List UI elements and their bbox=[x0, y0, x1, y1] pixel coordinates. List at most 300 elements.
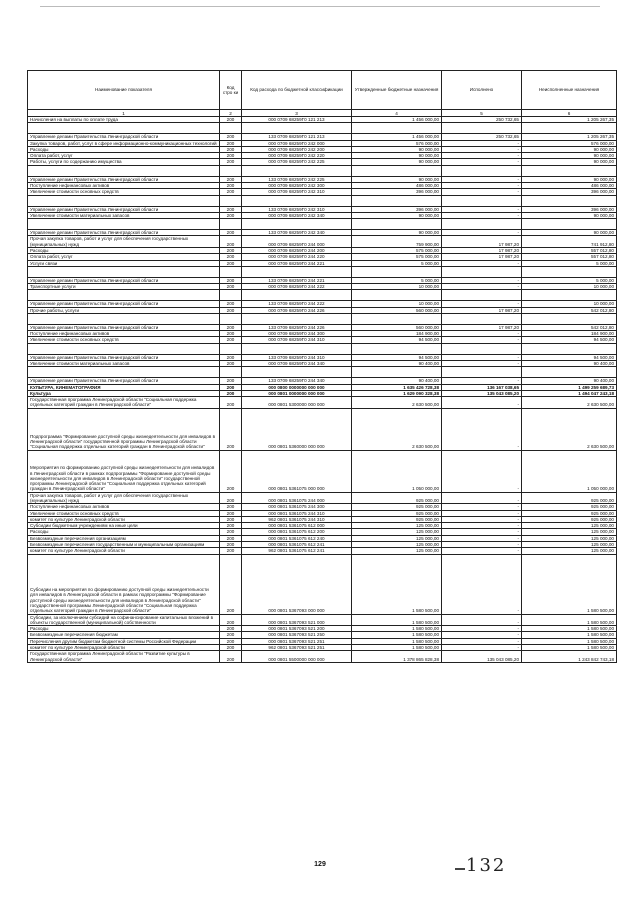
column-number: 1 bbox=[28, 110, 220, 117]
cell-budget-code: 000 0801 5300000 000 000 bbox=[242, 397, 352, 409]
cell-name: Безвозмездные перечисления организациям bbox=[28, 535, 220, 541]
cell-executed: - bbox=[442, 301, 522, 307]
cell-line-code: 200 bbox=[220, 651, 242, 663]
cell-executed: 17 987,20 bbox=[442, 324, 522, 330]
cell-line-code: 200 bbox=[220, 254, 242, 260]
header-name: Наименование показателя bbox=[28, 71, 220, 110]
cell-name: Прочие работы, услуги bbox=[28, 307, 220, 313]
table-row bbox=[28, 397, 617, 409]
table-header bbox=[28, 71, 617, 110]
cell-line-code: 200 bbox=[220, 301, 242, 307]
empty-cell bbox=[442, 165, 522, 176]
cell-unexecuted: 925 000,00 bbox=[522, 492, 617, 504]
cell-unexecuted: 5 000,00 bbox=[522, 277, 617, 283]
cell-unexecuted: 925 000,00 bbox=[522, 510, 617, 516]
table-spacer-row bbox=[28, 219, 617, 230]
empty-cell bbox=[28, 343, 220, 354]
cell-approved: 1 580 500,00 bbox=[352, 626, 442, 632]
cell-line-code: 200 bbox=[220, 516, 242, 522]
table-row bbox=[28, 651, 617, 663]
cell-line-code: 200 bbox=[220, 337, 242, 343]
empty-cell bbox=[352, 367, 442, 378]
cell-executed: - bbox=[442, 535, 522, 541]
table-body bbox=[28, 117, 617, 663]
cell-approved: 1 456 000,00 bbox=[352, 134, 442, 140]
empty-cell bbox=[352, 313, 442, 324]
cell-budget-code: 000 0709 68259Г0 244 000 bbox=[242, 236, 352, 248]
cell-budget-code: 000 0801 5367093 000 000 bbox=[242, 554, 352, 614]
cell-name: Управление делами Правительства Ленинградской области bbox=[28, 230, 220, 236]
cell-executed: - bbox=[442, 206, 522, 212]
empty-cell bbox=[442, 219, 522, 230]
cell-approved: 90 000,00 bbox=[352, 230, 442, 236]
cell-executed: - bbox=[442, 140, 522, 146]
table-row bbox=[28, 236, 617, 248]
scan-top-edge bbox=[40, 6, 600, 7]
cell-line-code: 200 bbox=[220, 247, 242, 253]
column-number: 5 bbox=[442, 110, 522, 117]
cell-name: КУЛЬТУРА, КИНЕМАТОГРАФИЯ bbox=[28, 384, 220, 390]
cell-line-code: 200 bbox=[220, 529, 242, 535]
cell-budget-code: 000 0801 5367093 521 000 bbox=[242, 614, 352, 626]
header-approved: Утвержденные бюджетные назначения bbox=[352, 71, 442, 110]
cell-unexecuted: 557 012,80 bbox=[522, 247, 617, 253]
cell-line-code: 200 bbox=[220, 159, 242, 165]
cell-approved: 90 000,00 bbox=[352, 153, 442, 159]
cell-line-code: 200 bbox=[220, 450, 242, 492]
cell-approved: 90 400,00 bbox=[352, 378, 442, 384]
cell-name: Транспортные услуги bbox=[28, 284, 220, 290]
cell-unexecuted: 1 580 500,00 bbox=[522, 614, 617, 626]
cell-name: комитет по культуре Ленинградской области bbox=[28, 516, 220, 522]
cell-executed: 136 167 038,65 bbox=[442, 384, 522, 390]
cell-approved: 125 000,00 bbox=[352, 535, 442, 541]
column-numbers bbox=[28, 110, 617, 117]
cell-approved: 184 900,00 bbox=[352, 331, 442, 337]
empty-cell bbox=[522, 290, 617, 301]
table-spacer-row bbox=[28, 367, 617, 378]
cell-unexecuted: 90 000,00 bbox=[522, 230, 617, 236]
cell-name: Подпрограмма "Формирование доступной среды жизнедеятельности для инвалидов в Ленинградской области" государственной программы Ленинградской области "Социальная поддержка отдельных категорий граждан в Ленинградской области" bbox=[28, 408, 220, 450]
empty-cell bbox=[352, 165, 442, 176]
cell-line-code: 200 bbox=[220, 284, 242, 290]
empty-cell bbox=[352, 266, 442, 277]
cell-line-code: 200 bbox=[220, 260, 242, 266]
empty-cell bbox=[522, 195, 617, 206]
cell-unexecuted: 90 000,00 bbox=[522, 146, 617, 152]
cell-name: Оплата работ, услуг bbox=[28, 153, 220, 159]
cell-name: Увеличение стоимости основных средств bbox=[28, 510, 220, 516]
cell-budget-code: 000 0801 5361075 244 310 bbox=[242, 510, 352, 516]
cell-unexecuted: 557 012,80 bbox=[522, 254, 617, 260]
cell-unexecuted: 2 630 500,00 bbox=[522, 408, 617, 450]
cell-line-code: 200 bbox=[220, 277, 242, 283]
cell-budget-code: 000 0709 68259Г0 242 225 bbox=[242, 159, 352, 165]
cell-line-code: 200 bbox=[220, 390, 242, 396]
cell-line-code: 200 bbox=[220, 523, 242, 529]
cell-executed: - bbox=[442, 159, 522, 165]
cell-budget-code: 962 0801 5361075 612 241 bbox=[242, 548, 352, 554]
cell-unexecuted: 396 000,00 bbox=[522, 189, 617, 195]
empty-cell bbox=[28, 367, 220, 378]
cell-executed: - bbox=[442, 182, 522, 188]
cell-approved: 1 629 090 328,38 bbox=[352, 390, 442, 396]
cell-budget-code: 133 0709 68259Г0 244 221 bbox=[242, 277, 352, 283]
cell-name: Расходы bbox=[28, 146, 220, 152]
cell-approved: 560 000,00 bbox=[352, 307, 442, 313]
cell-line-code: 200 bbox=[220, 153, 242, 159]
empty-cell bbox=[220, 123, 242, 134]
cell-approved: 125 000,00 bbox=[352, 523, 442, 529]
cell-line-code: 200 bbox=[220, 230, 242, 236]
cell-name: Субсидии на мероприятия по формированию доступной среды жизнедеятельности для инвалидов в Ленинградской области в рамках подпрограммы "Формирование доступной среды жизнедеятельности для инвалидов в Ленинградской области" государственной программы Ленинградской области "Социальная поддержка отдельных категорий граждан в Ленинградской области" bbox=[28, 554, 220, 614]
cell-name: Управление делами Правительства Ленинградской области bbox=[28, 176, 220, 182]
empty-cell bbox=[442, 266, 522, 277]
cell-executed: - bbox=[442, 554, 522, 614]
empty-cell bbox=[28, 266, 220, 277]
cell-budget-code: 000 0801 5361075 244 300 bbox=[242, 504, 352, 510]
cell-executed: - bbox=[442, 529, 522, 535]
cell-approved: 94 500,00 bbox=[352, 337, 442, 343]
cell-unexecuted: 94 500,00 bbox=[522, 354, 617, 360]
cell-unexecuted: 486 000,00 bbox=[522, 182, 617, 188]
empty-cell bbox=[28, 123, 220, 134]
cell-approved: 575 000,00 bbox=[352, 254, 442, 260]
empty-cell bbox=[522, 165, 617, 176]
cell-unexecuted: 396 000,00 bbox=[522, 206, 617, 212]
cell-line-code: 200 bbox=[220, 146, 242, 152]
table-row bbox=[28, 554, 617, 614]
cell-unexecuted: 1 580 500,00 bbox=[522, 626, 617, 632]
cell-name: Управление делами Правительства Ленинградской области bbox=[28, 301, 220, 307]
empty-cell bbox=[242, 123, 352, 134]
cell-unexecuted: 94 500,00 bbox=[522, 337, 617, 343]
empty-cell bbox=[242, 313, 352, 324]
cell-budget-code: 133 0709 68259Г0 244 340 bbox=[242, 378, 352, 384]
cell-line-code: 200 bbox=[220, 504, 242, 510]
cell-line-code: 200 bbox=[220, 206, 242, 212]
column-number: 2 bbox=[220, 110, 242, 117]
cell-line-code: 200 bbox=[220, 492, 242, 504]
cell-unexecuted: 10 000,00 bbox=[522, 301, 617, 307]
cell-line-code: 200 bbox=[220, 408, 242, 450]
header-executed: Исполнено bbox=[442, 71, 522, 110]
empty-cell bbox=[220, 290, 242, 301]
cell-unexecuted: 125 000,00 bbox=[522, 523, 617, 529]
cell-unexecuted: 5 000,00 bbox=[522, 260, 617, 266]
cell-budget-code: 000 0709 68259Г0 242 340 bbox=[242, 212, 352, 218]
cell-budget-code: 000 0801 5361075 612 240 bbox=[242, 535, 352, 541]
cell-name: Субсидии бюджетным учреждениям на иные цели bbox=[28, 523, 220, 529]
empty-cell bbox=[28, 290, 220, 301]
cell-executed: - bbox=[442, 260, 522, 266]
cell-line-code: 200 bbox=[220, 535, 242, 541]
cell-unexecuted: 125 000,00 bbox=[522, 529, 617, 535]
cell-approved: 759 900,00 bbox=[352, 236, 442, 248]
cell-unexecuted: 542 012,80 bbox=[522, 307, 617, 313]
empty-cell bbox=[28, 165, 220, 176]
cell-name: комитет по культуре Ленинградской области bbox=[28, 644, 220, 650]
cell-line-code: 200 bbox=[220, 182, 242, 188]
cell-executed: - bbox=[442, 408, 522, 450]
cell-line-code: 200 bbox=[220, 176, 242, 182]
cell-approved: 396 000,00 bbox=[352, 189, 442, 195]
cell-budget-code: 133 0709 68259Г0 242 340 bbox=[242, 230, 352, 236]
cell-approved: 1 580 500,00 bbox=[352, 638, 442, 644]
cell-name: Управление делами Правительства Ленинградской области bbox=[28, 354, 220, 360]
table-spacer-row bbox=[28, 165, 617, 176]
cell-executed: - bbox=[442, 548, 522, 554]
cell-budget-code: 000 0801 0000000 000 000 bbox=[242, 390, 352, 396]
cell-line-code: 200 bbox=[220, 354, 242, 360]
cell-budget-code: 000 0709 68259Г0 244 310 bbox=[242, 337, 352, 343]
cell-unexecuted: 1 205 267,35 bbox=[522, 117, 617, 123]
cell-name: Прочая закупка товаров, работ и услуг для обеспечения государственных (муниципальных) нужд bbox=[28, 492, 220, 504]
empty-cell bbox=[522, 367, 617, 378]
cell-approved: 1 580 500,00 bbox=[352, 614, 442, 626]
cell-name: Работы, услуги по содержанию имущества bbox=[28, 159, 220, 165]
cell-line-code: 200 bbox=[220, 331, 242, 337]
cell-budget-code: 000 0709 68259Г0 244 200 bbox=[242, 247, 352, 253]
cell-unexecuted: 125 000,00 bbox=[522, 535, 617, 541]
cell-executed: - bbox=[442, 176, 522, 182]
handwritten-page-stamp: 132 bbox=[466, 855, 507, 876]
cell-budget-code: 000 0801 5361075 612 241 bbox=[242, 541, 352, 547]
cell-unexecuted: 741 912,80 bbox=[522, 236, 617, 248]
cell-budget-code: 000 0801 5361075 000 000 bbox=[242, 450, 352, 492]
table-spacer-row bbox=[28, 195, 617, 206]
cell-budget-code: 000 0709 68259Г0 121 213 bbox=[242, 117, 352, 123]
cell-executed: - bbox=[442, 354, 522, 360]
empty-cell bbox=[28, 313, 220, 324]
cell-executed: 17 987,20 bbox=[442, 236, 522, 248]
table-spacer-row bbox=[28, 290, 617, 301]
cell-executed: - bbox=[442, 378, 522, 384]
empty-cell bbox=[442, 313, 522, 324]
cell-line-code: 200 bbox=[220, 134, 242, 140]
cell-approved: 1 635 426 728,38 bbox=[352, 384, 442, 390]
cell-approved: 10 000,00 bbox=[352, 301, 442, 307]
cell-budget-code: 000 0709 68259Г0 244 220 bbox=[242, 254, 352, 260]
cell-executed: - bbox=[442, 644, 522, 650]
empty-cell bbox=[442, 367, 522, 378]
cell-line-code: 200 bbox=[220, 307, 242, 313]
cell-budget-code: 000 0709 68259Г0 244 222 bbox=[242, 284, 352, 290]
cell-unexecuted: 125 000,00 bbox=[522, 548, 617, 554]
cell-unexecuted: 1 580 500,00 bbox=[522, 638, 617, 644]
cell-name: Управление делами Правительства Ленинградской области bbox=[28, 324, 220, 330]
empty-cell bbox=[28, 219, 220, 230]
cell-name: Начисления на выплаты по оплате труда bbox=[28, 117, 220, 123]
cell-budget-code: 133 0709 68259Г0 121 213 bbox=[242, 134, 352, 140]
empty-cell bbox=[242, 165, 352, 176]
cell-executed: - bbox=[442, 212, 522, 218]
column-number: 3 bbox=[242, 110, 352, 117]
cell-budget-code: 000 0801 5500000 000 000 bbox=[242, 651, 352, 663]
cell-executed: - bbox=[442, 284, 522, 290]
cell-name: Расходы bbox=[28, 247, 220, 253]
empty-cell bbox=[442, 290, 522, 301]
cell-unexecuted: 90 000,00 bbox=[522, 176, 617, 182]
cell-unexecuted: 1 243 842 743,18 bbox=[522, 651, 617, 663]
cell-name: Поступление нефинансовых активов bbox=[28, 331, 220, 337]
empty-cell bbox=[220, 367, 242, 378]
cell-name: Мероприятия по формированию доступной среды жизнедеятельности для инвалидов в Ленинградской области в рамках подпрограммы "Формирование доступной среды жизнедеятельности для инвалидов в Ленинградской области" государственной программы Ленинградской области "Социальная поддержка отдельных категорий граждан в Ленинградской области" bbox=[28, 450, 220, 492]
cell-line-code: 200 bbox=[220, 632, 242, 638]
empty-cell bbox=[242, 290, 352, 301]
cell-executed: - bbox=[442, 337, 522, 343]
empty-cell bbox=[522, 123, 617, 134]
empty-cell bbox=[220, 219, 242, 230]
cell-executed: 250 732,65 bbox=[442, 134, 522, 140]
table-spacer-row bbox=[28, 266, 617, 277]
cell-approved: 576 000,00 bbox=[352, 140, 442, 146]
empty-cell bbox=[220, 195, 242, 206]
header-budget-code: Код расхода по бюджетной классификации bbox=[242, 71, 352, 110]
cell-line-code: 200 bbox=[220, 614, 242, 626]
table-spacer-row bbox=[28, 123, 617, 134]
cell-line-code: 200 bbox=[220, 378, 242, 384]
cell-name: Перечисления другим бюджетам бюджетной системы Российской Федерации bbox=[28, 638, 220, 644]
cell-line-code: 200 bbox=[220, 236, 242, 248]
cell-line-code: 200 bbox=[220, 324, 242, 330]
cell-executed: - bbox=[442, 541, 522, 547]
cell-executed: 17 987,20 bbox=[442, 247, 522, 253]
cell-budget-code: 000 0709 68259Г0 242 000 bbox=[242, 140, 352, 146]
cell-line-code: 200 bbox=[220, 117, 242, 123]
cell-budget-code: 962 0801 5361075 244 310 bbox=[242, 516, 352, 522]
cell-budget-code: 133 0709 68259Г0 244 222 bbox=[242, 301, 352, 307]
cell-budget-code: 000 0709 68259Г0 244 221 bbox=[242, 260, 352, 266]
empty-cell bbox=[352, 343, 442, 354]
cell-name: Увеличение стоимости материальных запасов bbox=[28, 212, 220, 218]
table-row bbox=[28, 450, 617, 492]
cell-approved: 90 000,00 bbox=[352, 176, 442, 182]
cell-unexecuted: 125 000,00 bbox=[522, 541, 617, 547]
cell-approved: 2 630 500,00 bbox=[352, 397, 442, 409]
cell-unexecuted: 1 494 047 243,18 bbox=[522, 390, 617, 396]
cell-approved: 2 630 500,00 bbox=[352, 408, 442, 450]
empty-cell bbox=[442, 195, 522, 206]
cell-unexecuted: 1 050 000,00 bbox=[522, 450, 617, 492]
cell-unexecuted: 925 000,00 bbox=[522, 516, 617, 522]
cell-budget-code: 000 0709 68259Г0 242 220 bbox=[242, 153, 352, 159]
cell-unexecuted: 1 580 500,00 bbox=[522, 632, 617, 638]
cell-budget-code: 000 0801 5360000 000 000 bbox=[242, 408, 352, 450]
cell-executed: - bbox=[442, 510, 522, 516]
cell-line-code: 200 bbox=[220, 548, 242, 554]
cell-budget-code: 000 0709 68259Г0 242 300 bbox=[242, 182, 352, 188]
cell-executed: - bbox=[442, 189, 522, 195]
stamp-dash bbox=[455, 868, 465, 870]
cell-name: Безвозмездные перечисления государственным и муниципальным организациям bbox=[28, 541, 220, 547]
cell-line-code: 200 bbox=[220, 212, 242, 218]
cell-unexecuted: 184 900,00 bbox=[522, 331, 617, 337]
cell-approved: 396 000,00 bbox=[352, 206, 442, 212]
empty-cell bbox=[522, 313, 617, 324]
cell-line-code: 200 bbox=[220, 510, 242, 516]
cell-name: Прочая закупка товаров, работ и услуг для обеспечения государственных (муниципальных) нужд bbox=[28, 236, 220, 248]
empty-cell bbox=[522, 219, 617, 230]
cell-budget-code: 000 0709 68259Г0 244 226 bbox=[242, 307, 352, 313]
table-spacer-row bbox=[28, 343, 617, 354]
header-line-code: Код стро ки bbox=[220, 71, 242, 110]
header-unexecuted: Неисполненные назначения bbox=[522, 71, 617, 110]
cell-name: Оплата работ, услуг bbox=[28, 254, 220, 260]
cell-executed: 135 043 085,20 bbox=[442, 651, 522, 663]
cell-executed: 17 987,20 bbox=[442, 307, 522, 313]
cell-unexecuted: 1 499 259 689,73 bbox=[522, 384, 617, 390]
cell-budget-code: 000 0709 68259Г0 244 300 bbox=[242, 331, 352, 337]
cell-budget-code: 000 0801 5361075 612 000 bbox=[242, 523, 352, 529]
cell-approved: 94 500,00 bbox=[352, 354, 442, 360]
cell-approved: 925 000,00 bbox=[352, 510, 442, 516]
cell-name: Услуги связи bbox=[28, 260, 220, 266]
cell-name: Расходы bbox=[28, 626, 220, 632]
cell-name: Государственная программа Ленинградской области "Развитие культуры в Ленинградской области" bbox=[28, 651, 220, 663]
cell-executed: - bbox=[442, 516, 522, 522]
empty-cell bbox=[352, 123, 442, 134]
cell-approved: 1 580 500,00 bbox=[352, 554, 442, 614]
cell-name: Культура bbox=[28, 390, 220, 396]
cell-executed: - bbox=[442, 626, 522, 632]
cell-approved: 925 000,00 bbox=[352, 516, 442, 522]
cell-approved: 90 000,00 bbox=[352, 212, 442, 218]
cell-budget-code: 000 0801 5367093 521 250 bbox=[242, 632, 352, 638]
cell-budget-code: 000 0801 5361075 244 000 bbox=[242, 492, 352, 504]
cell-line-code: 200 bbox=[220, 541, 242, 547]
cell-line-code: 200 bbox=[220, 638, 242, 644]
cell-approved: 125 000,00 bbox=[352, 529, 442, 535]
empty-cell bbox=[220, 313, 242, 324]
cell-executed: 250 732,65 bbox=[442, 117, 522, 123]
page-number: 129 bbox=[314, 861, 326, 868]
cell-budget-code: 000 0801 5367093 521 251 bbox=[242, 638, 352, 644]
empty-cell bbox=[352, 219, 442, 230]
cell-name: Субсидии, за исключением субсидий на софинансирование капитальных вложений в объекты государственной (муниципальной) собственности bbox=[28, 614, 220, 626]
table-row bbox=[28, 614, 617, 626]
table-spacer-row bbox=[28, 313, 617, 324]
cell-executed: - bbox=[442, 361, 522, 367]
cell-executed: - bbox=[442, 331, 522, 337]
cell-budget-code: 133 0709 68259Г0 244 310 bbox=[242, 354, 352, 360]
cell-line-code: 200 bbox=[220, 644, 242, 650]
cell-budget-code: 000 0801 5361075 612 200 bbox=[242, 529, 352, 535]
cell-approved: 1 378 865 828,38 bbox=[352, 651, 442, 663]
cell-executed: 17 987,20 bbox=[442, 254, 522, 260]
column-number: 4 bbox=[352, 110, 442, 117]
column-number: 6 bbox=[522, 110, 617, 117]
cell-budget-code: 000 0800 0000000 000 000 bbox=[242, 384, 352, 390]
cell-unexecuted: 576 000,00 bbox=[522, 140, 617, 146]
cell-line-code: 200 bbox=[220, 189, 242, 195]
cell-approved: 90 000,00 bbox=[352, 159, 442, 165]
empty-cell bbox=[442, 123, 522, 134]
cell-name: Государственная программа Ленинградской области "Социальная поддержка отдельных категорий граждан в Ленинградской области" bbox=[28, 397, 220, 409]
table-row bbox=[28, 492, 617, 504]
cell-name: Увеличение стоимости материальных запасов bbox=[28, 361, 220, 367]
cell-executed: - bbox=[442, 450, 522, 492]
cell-executed: - bbox=[442, 504, 522, 510]
cell-approved: 125 000,00 bbox=[352, 541, 442, 547]
cell-name: Расходы bbox=[28, 529, 220, 535]
cell-approved: 486 000,00 bbox=[352, 182, 442, 188]
empty-cell bbox=[242, 343, 352, 354]
cell-unexecuted: 90 400,00 bbox=[522, 361, 617, 367]
cell-unexecuted: 2 630 500,00 bbox=[522, 397, 617, 409]
empty-cell bbox=[242, 367, 352, 378]
cell-approved: 575 000,00 bbox=[352, 247, 442, 253]
